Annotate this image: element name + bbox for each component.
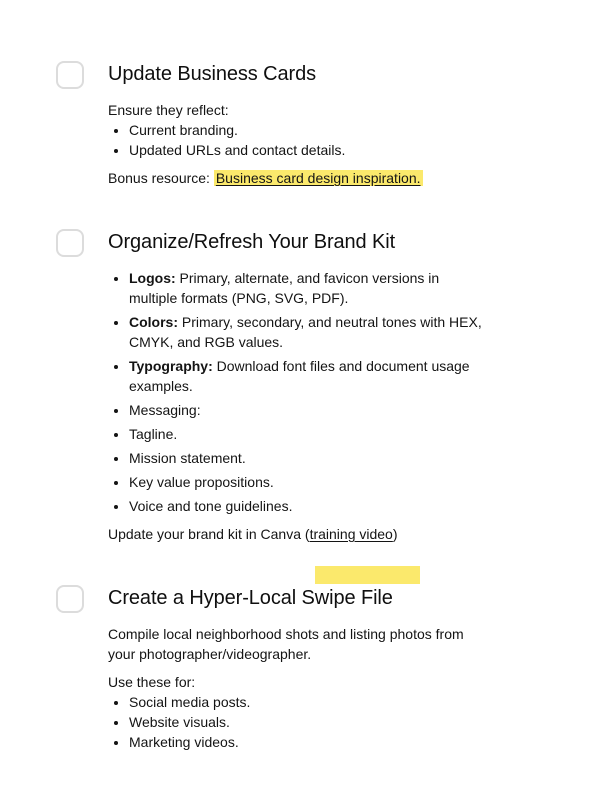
list-item: • Updated URLs and contact details. bbox=[129, 140, 488, 160]
use-label: Use these for: bbox=[108, 674, 196, 690]
list-item: • Mission statement. bbox=[129, 448, 488, 468]
checkbox-update-business-cards[interactable] bbox=[56, 61, 84, 89]
list-item bbox=[129, 356, 488, 396]
list-item: • Key value propositions. bbox=[129, 472, 488, 492]
intro-text: Compile local neighborhood shots and listing photos from your photographer/videographer. bbox=[108, 626, 464, 662]
section-body bbox=[108, 624, 468, 752]
list-item: • Marketing videos. bbox=[129, 732, 468, 752]
highlight-mark bbox=[315, 566, 420, 584]
section-title: Create a Hyper-Local Swipe File bbox=[108, 587, 393, 609]
list-item: • Messaging: bbox=[129, 400, 488, 420]
list-item: • Tagline. bbox=[129, 424, 488, 444]
bullet-list bbox=[108, 268, 488, 516]
list-item: • Voice and tone guidelines. bbox=[129, 496, 488, 516]
list-item: • Social media posts. bbox=[129, 692, 468, 712]
bullet-list bbox=[108, 120, 488, 160]
intro-text: Ensure they reflect: bbox=[108, 102, 229, 118]
list-item bbox=[129, 312, 488, 352]
checkbox-brand-kit[interactable] bbox=[56, 229, 84, 257]
section-title: Update Business Cards bbox=[108, 63, 317, 85]
list-item-text: Primary, alternate, and favicon versions in multiple formats (PNG, SVG, PDF). bbox=[129, 270, 440, 306]
bullet-list bbox=[108, 692, 468, 752]
checkbox-swipe-file[interactable] bbox=[56, 585, 84, 613]
list-item-text: Download font files and document usage examples. bbox=[129, 358, 470, 394]
section-body bbox=[108, 100, 488, 188]
section-title: Organize/Refresh Your Brand Kit bbox=[108, 231, 396, 253]
list-item bbox=[129, 268, 488, 308]
list-item: • Current branding. bbox=[129, 120, 488, 140]
footer-prefix: Update your brand kit in Canva ( bbox=[108, 526, 310, 542]
list-item: • Website visuals. bbox=[129, 712, 468, 732]
list-item-label: Colors: bbox=[129, 314, 178, 330]
training-video-link[interactable]: training video bbox=[309, 526, 393, 542]
brand-kit-footer bbox=[108, 524, 488, 544]
bonus-prefix: Bonus resource: bbox=[108, 170, 214, 186]
business-card-inspiration-link[interactable]: Business card design inspiration. bbox=[215, 170, 421, 186]
list-item-label: Typography: bbox=[129, 358, 213, 374]
bonus-resource-line bbox=[108, 168, 488, 188]
list-item-text: Primary, secondary, and neutral tones with HEX, CMYK, and RGB values. bbox=[129, 314, 482, 350]
section-body bbox=[108, 268, 488, 544]
list-item-label: Logos: bbox=[129, 270, 176, 286]
footer-suffix: ) bbox=[392, 526, 398, 542]
